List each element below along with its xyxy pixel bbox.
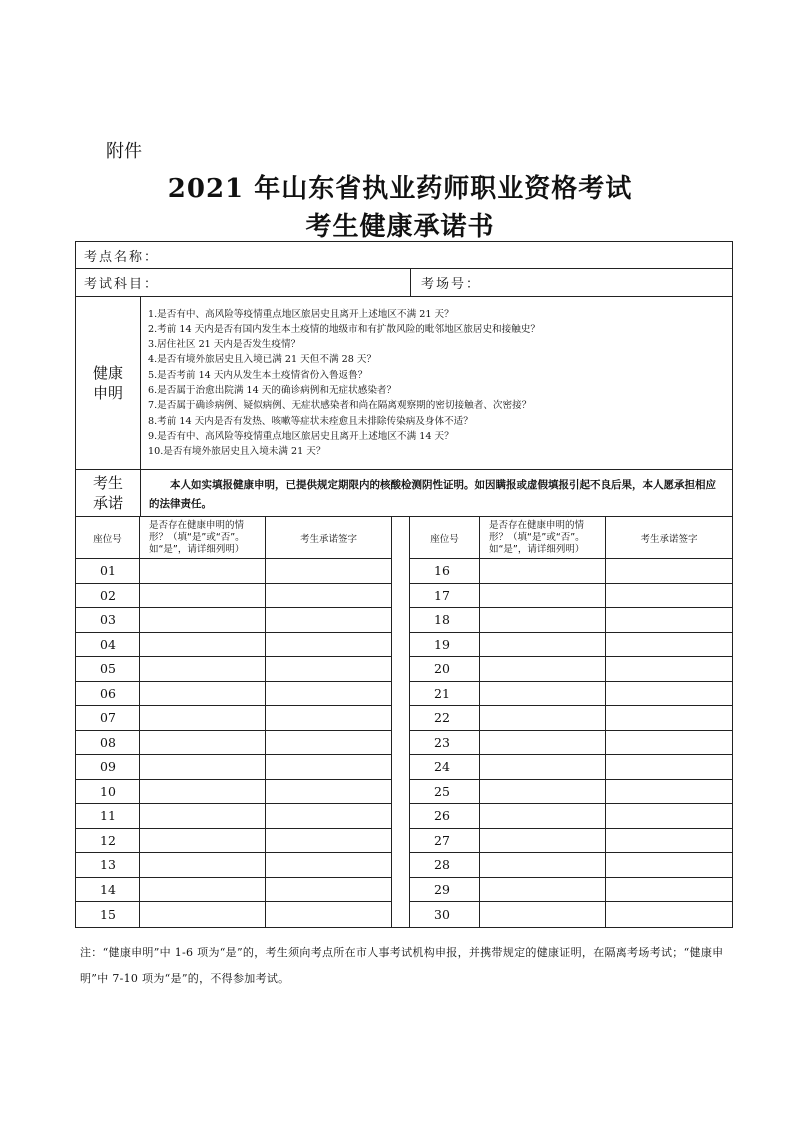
health-question: 8.考前 14 天内是否有发热、咳嗽等症状未痊愈且未排除传染病及身体不适？ [148, 415, 473, 427]
table-row [76, 633, 391, 658]
signature-cell[interactable] [266, 706, 391, 730]
declaration-cell[interactable] [140, 804, 266, 828]
table-row [76, 731, 391, 756]
seat-number: 26 [410, 804, 480, 828]
table-row [76, 682, 391, 707]
declaration-cell[interactable] [140, 829, 266, 853]
declaration-cell[interactable] [480, 731, 606, 755]
declaration-cell[interactable] [480, 633, 606, 657]
exam-site-row [76, 242, 732, 269]
declaration-cell[interactable] [140, 584, 266, 608]
declaration-cell[interactable] [480, 706, 606, 730]
declaration-cell[interactable] [140, 682, 266, 706]
signature-cell[interactable] [606, 804, 732, 828]
seat-number: 18 [410, 608, 480, 632]
seat-number: 24 [410, 755, 480, 779]
seat-number: 06 [76, 682, 140, 706]
declaration-cell[interactable] [140, 878, 266, 902]
seat-number: 12 [76, 829, 140, 853]
seat-number: 15 [76, 902, 140, 927]
declaration-column-header: 是否存在健康申明的情形？（填“是”或“否”。如“是”，请详细列明） [480, 517, 606, 558]
declaration-cell[interactable] [480, 878, 606, 902]
table-row [76, 584, 391, 609]
subject-row [76, 269, 732, 297]
table-row [76, 878, 391, 903]
signature-cell[interactable] [266, 804, 391, 828]
attachment-label: 附件 [106, 141, 142, 162]
health-question: 9.是否有中、高风险等疫情重点地区旅居史且离开上述地区不满 14 天？ [148, 430, 454, 442]
seat-number: 17 [410, 584, 480, 608]
signature-cell[interactable] [606, 633, 732, 657]
signature-cell[interactable] [606, 902, 732, 927]
exam-subject-field[interactable]: 考试科目： [76, 269, 411, 296]
declaration-cell[interactable] [140, 731, 266, 755]
declaration-cell[interactable] [480, 608, 606, 632]
health-question: 7.是否属于确诊病例、疑似病例、无症状感染者和尚在隔离观察期的密切接触者、次密接？ [148, 400, 532, 412]
declaration-cell[interactable] [140, 608, 266, 632]
table-row [410, 559, 732, 584]
signature-cell[interactable] [606, 780, 732, 804]
table-row [410, 682, 732, 707]
signature-cell[interactable] [606, 608, 732, 632]
declaration-cell[interactable] [140, 902, 266, 927]
table-row [76, 657, 391, 682]
seat-number: 28 [410, 853, 480, 877]
signature-cell[interactable] [266, 731, 391, 755]
seat-number: 01 [76, 559, 140, 583]
table-row [410, 731, 732, 756]
signature-cell[interactable] [606, 853, 732, 877]
health-question: 10.是否有境外旅居史且入境未满 21 天？ [148, 446, 326, 458]
health-question: 1.是否有中、高风险等疫情重点地区旅居史且离开上述地区不满 21 天？ [148, 308, 454, 320]
seat-number: 25 [410, 780, 480, 804]
seat-number: 30 [410, 902, 480, 927]
declaration-cell[interactable] [480, 902, 606, 927]
seat-table-header [76, 517, 391, 559]
health-question-list [141, 297, 732, 469]
declaration-cell[interactable] [140, 755, 266, 779]
declaration-cell[interactable] [480, 780, 606, 804]
seat-column-header: 座位号 [410, 517, 480, 558]
table-row [410, 878, 732, 903]
table-row [76, 608, 391, 633]
table-row [410, 584, 732, 609]
signature-cell[interactable] [606, 657, 732, 681]
seat-number: 23 [410, 731, 480, 755]
declaration-cell[interactable] [480, 559, 606, 583]
table-row [76, 780, 391, 805]
declaration-cell[interactable] [480, 584, 606, 608]
declaration-cell[interactable] [140, 853, 266, 877]
signature-cell[interactable] [266, 608, 391, 632]
table-row [410, 755, 732, 780]
seat-table-divider [391, 517, 410, 927]
seat-number: 21 [410, 682, 480, 706]
seat-table-left [76, 517, 391, 927]
table-row [76, 559, 391, 584]
candidate-promise-label: 考生 承诺 [76, 470, 141, 516]
declaration-cell[interactable] [140, 706, 266, 730]
declaration-cell[interactable] [480, 657, 606, 681]
health-question: 2.考前 14 天内是否有国内发生本土疫情的地级市和有扩散风险的毗邻地区旅居史和接触史？ [148, 323, 541, 335]
table-row [410, 780, 732, 805]
declaration-cell[interactable] [480, 755, 606, 779]
seat-number: 09 [76, 755, 140, 779]
seat-number: 29 [410, 878, 480, 902]
footnote: 注：“健康申明”中 1-6 项为“是”的，考生须向考点所在市人事考试机构申报，并携带规定的健康证明，在隔离考场考试；“健康申明”中 7-10 项为“是”的，不得参加考试。 [80, 946, 724, 985]
seat-number: 14 [76, 878, 140, 902]
seat-number: 07 [76, 706, 140, 730]
signature-column-header: 考生承诺签字 [299, 533, 357, 545]
title-line-1: 2021 年山东省执业药师职业资格考试 [167, 174, 633, 204]
health-commitment-form [75, 241, 733, 928]
signature-cell[interactable] [266, 633, 391, 657]
table-row [76, 706, 391, 731]
table-row [410, 657, 732, 682]
table-row [410, 829, 732, 854]
signature-cell[interactable] [606, 559, 732, 583]
seat-column-header: 座位号 [76, 517, 140, 558]
table-row [76, 902, 391, 927]
candidate-promise-text: 本人如实填报健康申明，已提供规定期限内的核酸检测阴性证明。如因瞒报或虚假填报引起不良后果，本人愿承担相应的法律责任。 [149, 479, 716, 510]
seat-number: 19 [410, 633, 480, 657]
title-line-2: 考生健康承诺书 [305, 212, 495, 242]
exam-room-field[interactable]: 考场号： [421, 277, 482, 292]
signature-cell[interactable] [606, 731, 732, 755]
declaration-cell[interactable] [480, 829, 606, 853]
signature-cell[interactable] [606, 706, 732, 730]
signature-column-header: 考生承诺签字 [640, 533, 698, 545]
declaration-cell[interactable] [140, 559, 266, 583]
seat-number: 16 [410, 559, 480, 583]
table-row [410, 902, 732, 927]
signature-cell[interactable] [266, 559, 391, 583]
seat-number: 02 [76, 584, 140, 608]
table-row [410, 633, 732, 658]
table-row [76, 853, 391, 878]
seat-number: 05 [76, 657, 140, 681]
seat-grid-row [76, 517, 732, 927]
declaration-cell[interactable] [480, 804, 606, 828]
table-row [410, 804, 732, 829]
signature-cell[interactable] [266, 853, 391, 877]
signature-cell[interactable] [266, 584, 391, 608]
health-question: 5.是否考前 14 天内从发生本土疫情省份入鲁返鲁？ [148, 369, 368, 381]
seat-number: 20 [410, 657, 480, 681]
table-row [76, 829, 391, 854]
declaration-column-header: 是否存在健康申明的情形？（填“是”或“否”。如“是”，请详细列明） [140, 517, 266, 558]
exam-site-field[interactable]: 考点名称： [84, 249, 160, 265]
candidate-promise-row [76, 470, 732, 517]
signature-cell[interactable] [266, 780, 391, 804]
seat-table-right [410, 517, 732, 927]
seat-number: 04 [76, 633, 140, 657]
health-question: 6.是否属于治愈出院满 14 天的确诊病例和无症状感染者？ [148, 385, 397, 396]
seat-number: 08 [76, 731, 140, 755]
signature-cell[interactable] [266, 878, 391, 902]
signature-cell[interactable] [266, 682, 391, 706]
declaration-cell[interactable] [480, 853, 606, 877]
declaration-cell[interactable] [480, 682, 606, 706]
seat-number: 13 [76, 853, 140, 877]
table-row [410, 853, 732, 878]
health-declaration-label: 健康 申明 [76, 297, 141, 469]
declaration-cell[interactable] [140, 633, 266, 657]
seat-number: 03 [76, 608, 140, 632]
signature-cell[interactable] [266, 829, 391, 853]
seat-number: 22 [410, 706, 480, 730]
table-row [76, 804, 391, 829]
signature-cell[interactable] [606, 682, 732, 706]
signature-cell[interactable] [606, 829, 732, 853]
declaration-cell[interactable] [140, 780, 266, 804]
table-row [410, 706, 732, 731]
signature-cell[interactable] [606, 755, 732, 779]
seat-number: 10 [76, 780, 140, 804]
seat-number: 11 [76, 804, 140, 828]
seat-grid [76, 517, 732, 927]
signature-cell[interactable] [606, 584, 732, 608]
declaration-cell[interactable] [140, 657, 266, 681]
signature-cell[interactable] [266, 755, 391, 779]
table-row [76, 755, 391, 780]
signature-cell[interactable] [606, 878, 732, 902]
seat-number: 27 [410, 829, 480, 853]
health-declaration-row [76, 297, 732, 470]
health-question: 4.是否有境外旅居史且入境已满 21 天但不满 28 天？ [148, 354, 377, 366]
signature-cell[interactable] [266, 902, 391, 927]
health-question: 3.居住社区 21 天内是否发生疫情？ [148, 339, 301, 351]
table-row [410, 608, 732, 633]
signature-cell[interactable] [266, 657, 391, 681]
seat-table-header [410, 517, 732, 559]
